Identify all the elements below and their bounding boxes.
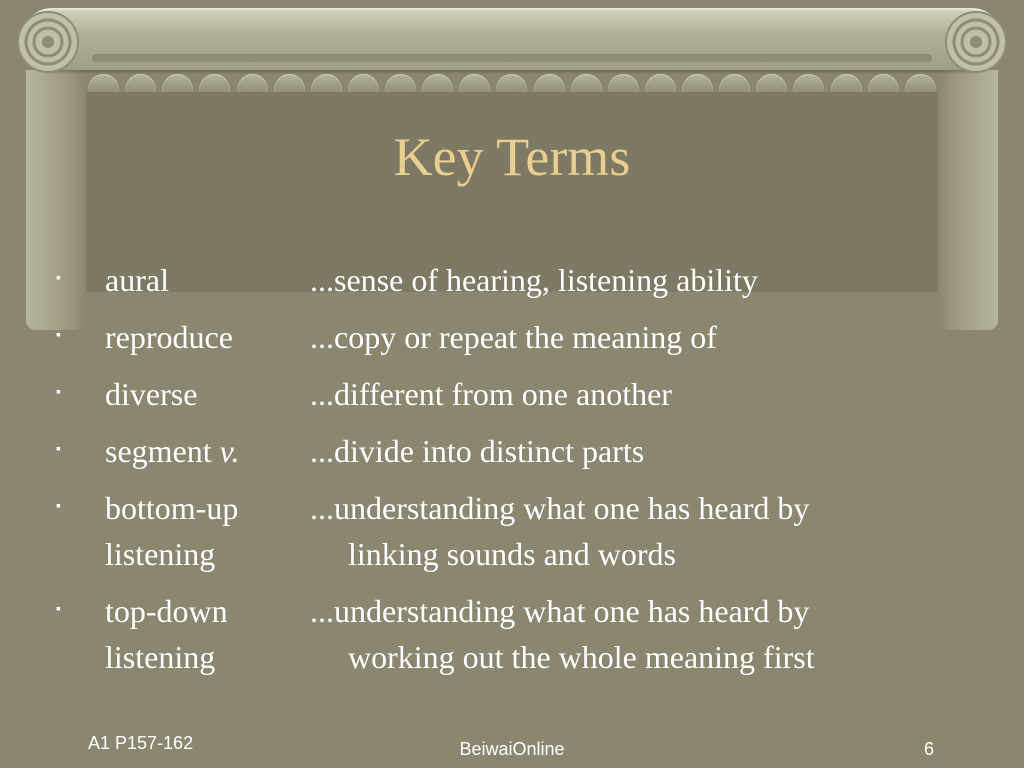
dentil bbox=[645, 74, 676, 94]
dentil bbox=[831, 74, 862, 94]
dentil bbox=[348, 74, 379, 94]
dentil bbox=[571, 74, 602, 94]
term-definition: ...divide into distinct parts bbox=[310, 433, 645, 469]
term-definition: ...different from one another bbox=[310, 376, 672, 412]
dentil bbox=[608, 74, 639, 94]
term-item bbox=[54, 257, 994, 303]
dentil bbox=[719, 74, 750, 94]
capital-band bbox=[92, 54, 932, 62]
dentil bbox=[237, 74, 268, 94]
term-word-line2: listening bbox=[105, 639, 216, 675]
term-item bbox=[54, 428, 994, 474]
key-terms-list bbox=[54, 257, 994, 691]
term-word: diverse bbox=[105, 376, 198, 412]
dentil bbox=[311, 74, 342, 94]
dentil bbox=[274, 74, 305, 94]
term-word-line2: listening bbox=[105, 536, 216, 572]
term-definition: ...sense of hearing, listening ability bbox=[310, 262, 758, 298]
dentil bbox=[88, 74, 119, 94]
term-item bbox=[54, 314, 994, 360]
bullet-icon: ▪ bbox=[56, 385, 61, 400]
term-word: aural bbox=[105, 262, 169, 298]
dentil bbox=[422, 74, 453, 94]
term-definition: ...understanding what one has heard by bbox=[310, 593, 810, 629]
term-item bbox=[54, 588, 994, 680]
footer-reference: A1 P157-162 bbox=[88, 733, 194, 753]
dentil bbox=[125, 74, 156, 94]
dentil bbox=[793, 74, 824, 94]
term-item bbox=[54, 485, 994, 577]
term-definition: ...understanding what one has heard by bbox=[310, 490, 810, 526]
scroll-volute-right bbox=[944, 10, 1008, 74]
term-word: bottom-up bbox=[105, 490, 239, 526]
dentil bbox=[459, 74, 490, 94]
dentil bbox=[756, 74, 787, 94]
bullet-icon: ▪ bbox=[56, 271, 61, 286]
footer-source: BeiwaiOnline bbox=[459, 739, 565, 759]
capital-dentil-row bbox=[88, 74, 936, 94]
slide-number: 6 bbox=[924, 739, 935, 759]
dentil bbox=[868, 74, 899, 94]
term-definition-line2: linking sounds and words bbox=[348, 536, 676, 572]
bullet-icon: ▪ bbox=[56, 442, 61, 457]
dentil bbox=[534, 74, 565, 94]
term-definition-line2: working out the whole meaning first bbox=[348, 639, 815, 675]
term-word: reproduce bbox=[105, 319, 233, 355]
term-word-pos: v. bbox=[219, 433, 240, 469]
bullet-icon: ▪ bbox=[56, 328, 61, 343]
term-definition: ...copy or repeat the meaning of bbox=[310, 319, 717, 355]
slide-title: Key Terms bbox=[393, 127, 631, 187]
dentil bbox=[682, 74, 713, 94]
dentil bbox=[496, 74, 527, 94]
term-word-text: segment bbox=[105, 433, 212, 469]
dentil bbox=[905, 74, 936, 94]
dentil bbox=[162, 74, 193, 94]
dentil bbox=[199, 74, 230, 94]
term-word bbox=[105, 428, 239, 474]
term-item bbox=[54, 371, 994, 417]
bullet-icon: ▪ bbox=[56, 602, 61, 617]
term-word: top-down bbox=[105, 593, 228, 629]
bullet-icon: ▪ bbox=[56, 499, 61, 514]
scroll-volute-left bbox=[16, 10, 80, 74]
dentil bbox=[385, 74, 416, 94]
column-capital bbox=[22, 8, 1002, 70]
